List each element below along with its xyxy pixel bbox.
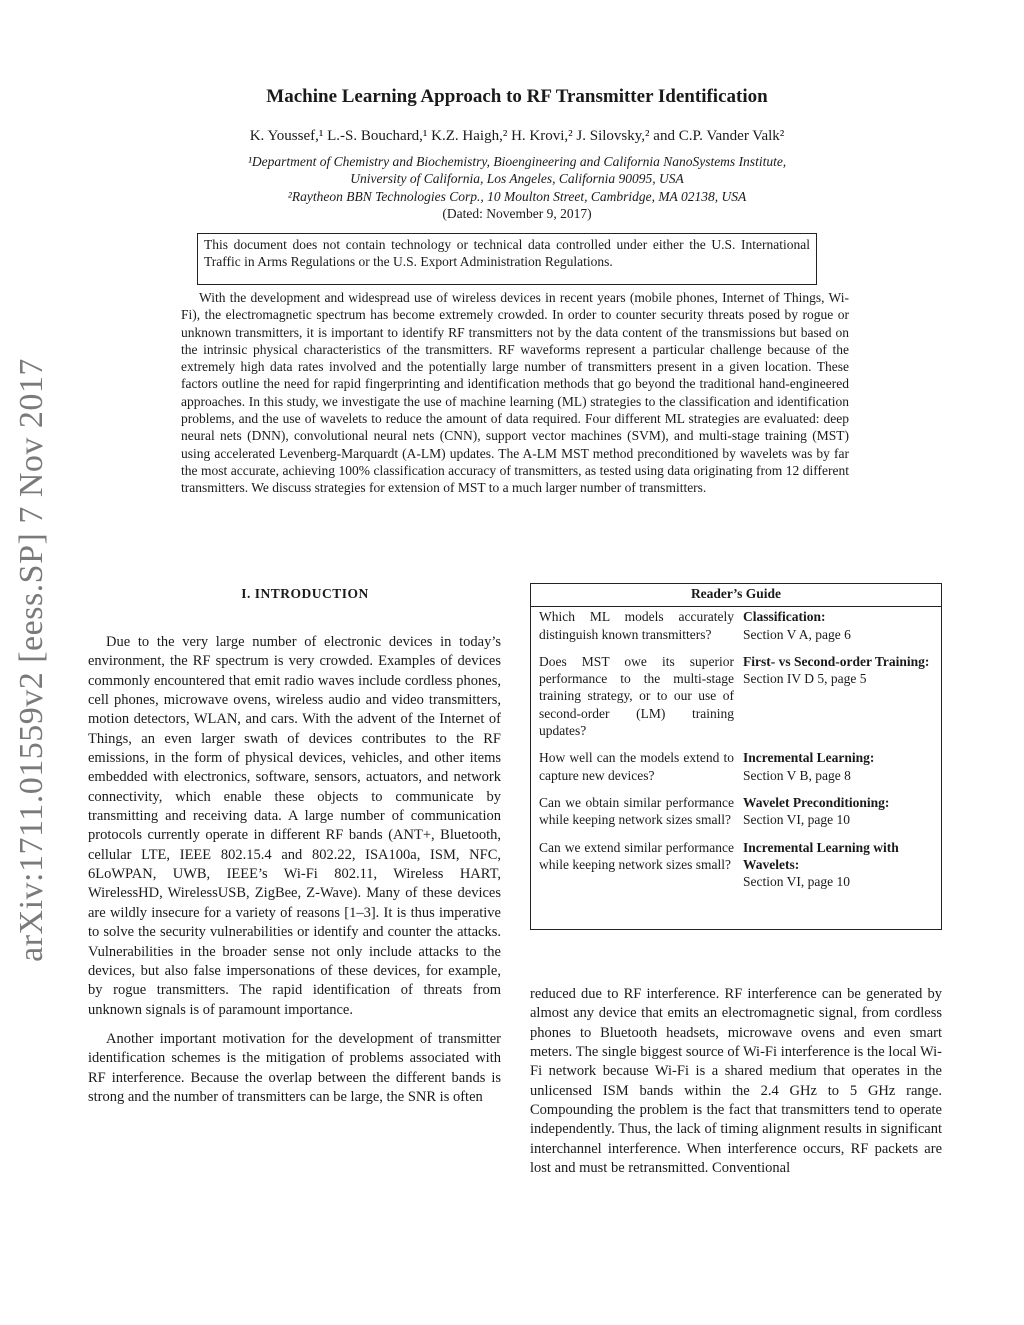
paper-title: Machine Learning Approach to RF Transmitter Identification [266, 86, 768, 107]
guide-question: Does MST owe its superior performance to the multi-stage training strategy, or to our use of second-order (LM) training updates? [539, 653, 734, 739]
guide-topic: Incremental Learning with Wavelets: [743, 839, 899, 872]
guide-topic: Wavelet Preconditioning: [743, 794, 890, 810]
affiliation-line-2: University of California, Los Angeles, California 90095, USA [350, 171, 684, 186]
readers-guide-row [539, 608, 933, 643]
author-list: K. Youssef,¹ L.-S. Bouchard,¹ K.Z. Haigh,² H. Krovi,² J. Silovsky,² and C.P. Vander Valk² [249, 128, 785, 144]
readers-guide-title: Reader’s Guide [690, 586, 782, 601]
right-column [530, 985, 942, 1178]
guide-answer [743, 794, 933, 829]
readers-guide-divider [531, 606, 941, 607]
guide-reference: Section V B, page 8 [743, 767, 851, 783]
guide-answer [743, 653, 933, 739]
affiliation-line-3: ²Raytheon BBN Technologies Corp., 10 Moulton Street, Cambridge, MA 02138, USA [287, 189, 747, 204]
guide-question: Can we extend similar performance while keeping network sizes small? [539, 839, 734, 872]
intro-paragraph-2: Another important motivation for the development of transmitter identification schemes is the mitigation of problems associated with RF interference. Because the overlap between the different bands is strong and the number of transmitters can be large, the SNR is often [88, 1030, 501, 1105]
readers-guide-box [530, 583, 942, 930]
guide-reference: Section V A, page 6 [743, 626, 851, 642]
readers-guide-row [539, 749, 933, 784]
date-line: (Dated: November 9, 2017) [442, 206, 592, 221]
guide-reference: Section VI, page 10 [743, 874, 850, 890]
left-column [88, 633, 501, 1107]
guide-topic: Incremental Learning: [743, 750, 875, 766]
section-heading-introduction: I. INTRODUCTION [241, 586, 369, 601]
guide-answer [743, 608, 933, 643]
affiliation-line-1: ¹Department of Chemistry and Biochemistry, Bioengineering and California NanoSystems Institute, [247, 154, 787, 169]
readers-guide-row [539, 794, 933, 829]
guide-question: Which ML models accurately distinguish known transmitters? [539, 609, 734, 642]
guide-reference: Section VI, page 10 [743, 812, 850, 828]
readers-guide-row [539, 839, 933, 891]
right-column-paragraph: reduced due to RF interference. RF interference can be generated by almost any device that emits an electromagnetic signal, from cordless phones to Bluetooth headsets, microwave ovens and even smart meters. The single biggest source of Wi-Fi interference is the local Wi-Fi network because Wi-Fi is a shared medium that operates in the unlicensed ISM bands within the 2.4 GHz to 5 GHz range. Compounding the problem is the fact that transmitters tend to operate independently. Thus, the lack of timing alignment results in significant interchannel interference. When interference occurs, RF packets are lost and must be retransmitted. Conventional [530, 986, 942, 1177]
guide-topic: Classification: [743, 609, 826, 625]
guide-topic: First- vs Second-order Training: [743, 653, 930, 669]
guide-question: How well can the models extend to capture new devices? [539, 750, 734, 783]
guide-answer [743, 839, 933, 891]
arxiv-stamp: arXiv:1711.01559v2 [eess.SP] 7 Nov 2017 [13, 358, 50, 962]
abstract: With the development and widespread use of wireless devices in recent years (mobile phones, Internet of Things, Wi-Fi), the electromagnetic spectrum has become extremely crowded. In order to counter security threats posed by rogue or unknown transmitters, it is important to identify RF transmitters not by the data content of the transmissions but based on the intrinsic physical characteristics of the transmitters. RF waveforms represent a particular challenge because of the extremely high data rates involved and the potentially large number of transmitters present in a given location. These factors outline the need for rapid fingerprinting and identification methods that go beyond the traditional hand-engineered approaches. In this study, we investigate the use of machine learning (ML) strategies to the classification and identification problems, and the use of wavelets to reduce the amount of data required. Four different ML strategies are evaluated: deep neural nets (DNN), convolutional neural nets (CNN), support vector machines (SVM), and multi-stage training (MST) using accelerated Levenberg-Marquardt (A-LM) updates. The A-LM MST method preconditioned by wavelets was by far the most accurate, achieving 100% classification accuracy of transmitters, as tested using data originating from 12 different transmitters. We discuss strategies for extension of MST to a much larger number of transmitters. [181, 290, 849, 496]
guide-reference: Section IV D 5, page 5 [743, 671, 867, 687]
guide-question: Can we obtain similar performance while keeping network sizes small? [539, 794, 734, 828]
export-control-notice: This document does not contain technology or technical data controlled under either the U.S. International Traffic in Arms Regulations or the U.S. Export Administration Regulations. [197, 233, 817, 285]
intro-paragraph-1: Due to the very large number of electronic devices in today’s environment, the RF spectrum is very crowded. Examples of devices commonly encountered that emit radio waves include cordless phones, cell phones, microwave ovens, wireless audio and video transmitters, motion detectors, WLAN, and cars. With the advent of the Internet of Things, an even larger swath of devices contributes to the RF emissions, in the form of physical devices, vehicles, and other items embedded with electronics, software, sensors, actuators, and network connectivity, which enable these objects to communicate by transmitting and receiving data. A large number of communication protocols currently operate in different RF bands (ANT+, Bluetooth, cellular LTE, IEEE 802.15.4 and 802.22, ISA100a, ISM, NFC, 6LoWPAN, UWB, IEEE’s Wi-Fi 802.11, Wireless HART, WirelessHD, WirelessUSB, ZigBee, Z-Wave). Many of these devices are wildly insecure for a variety of reasons [1–3]. It is thus imperative to solve the security vulnerabilities or identify and counter the attacks. Vulnerabilities in the broader sense not only include attacks to the devices, but also false impersonations of these devices, for example, by rogue transmitters. The rapid identification of threats from unknown signals is of paramount importance. [88, 634, 501, 1018]
readers-guide-row [539, 653, 933, 739]
guide-answer [743, 749, 933, 784]
